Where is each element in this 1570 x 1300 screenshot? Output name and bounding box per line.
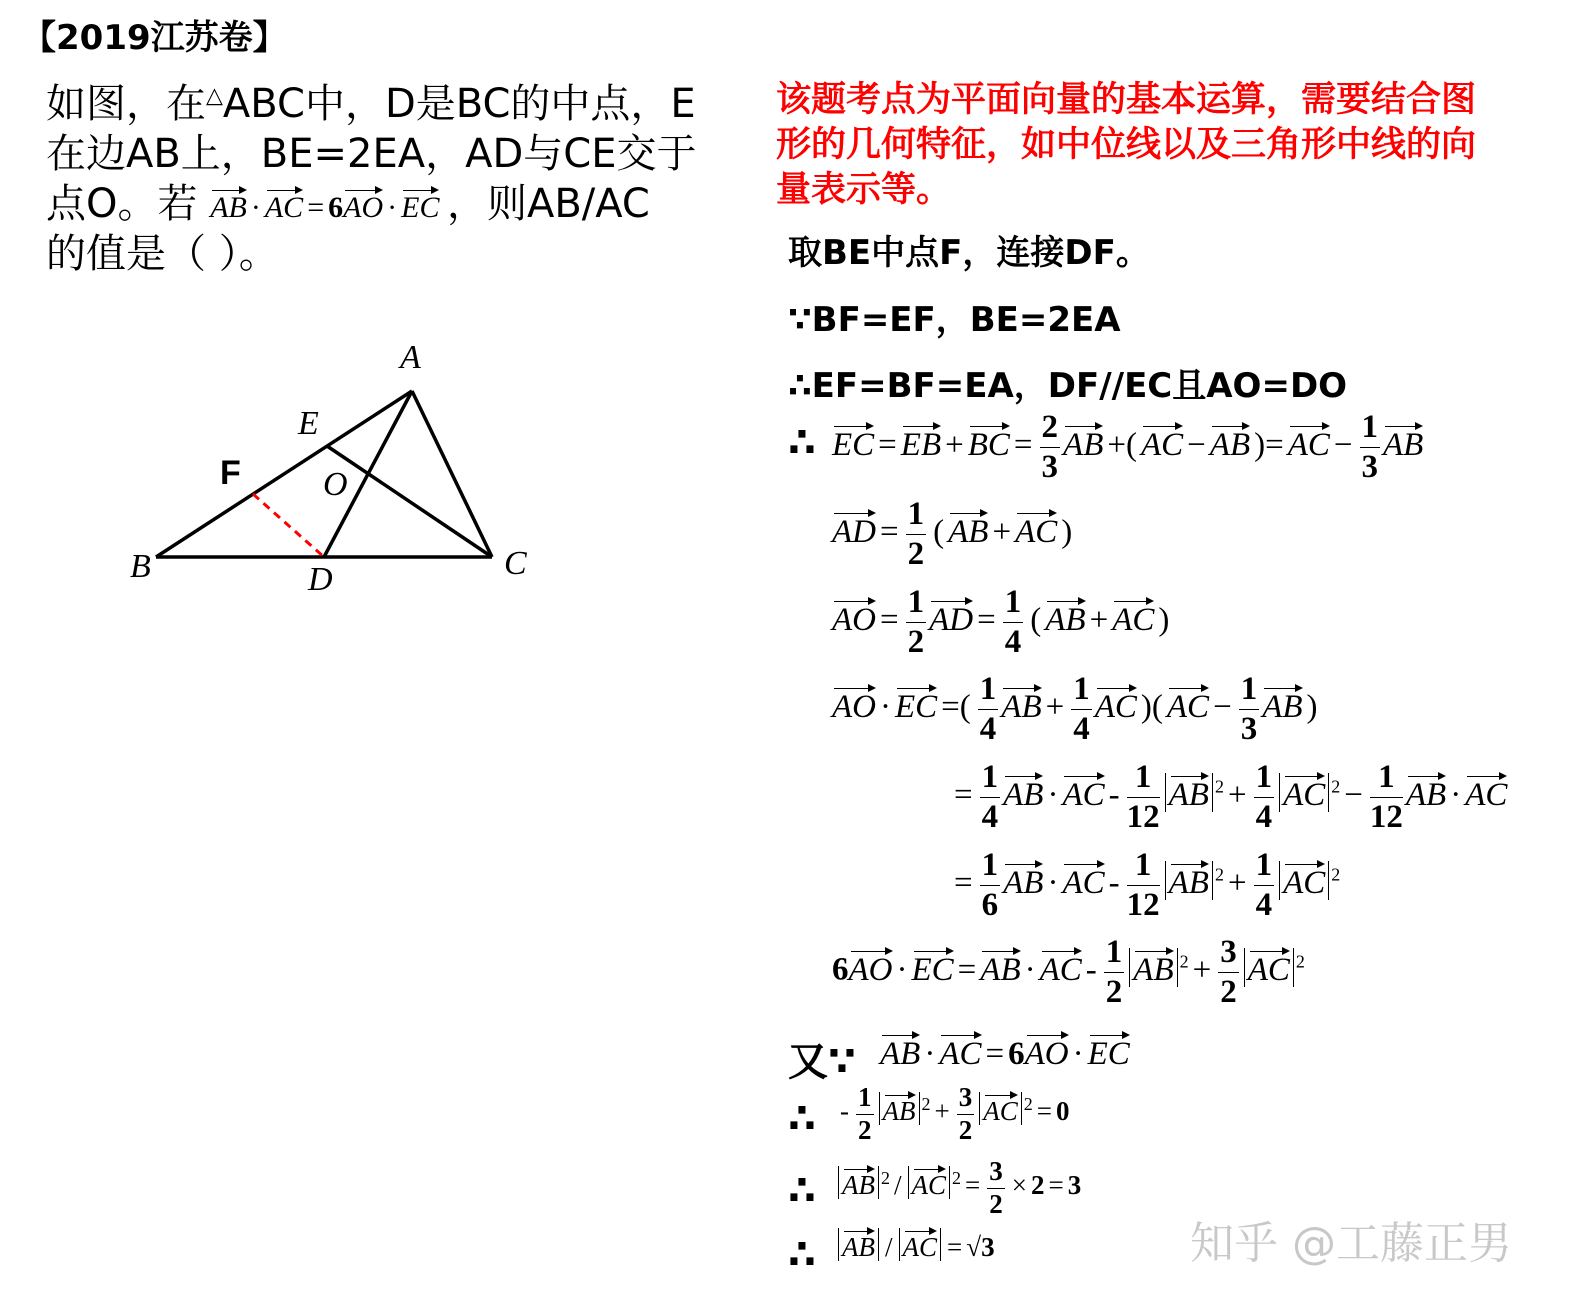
- condition-formula: AB · AC = 6AO · EC: [210, 191, 447, 224]
- dashed-segment-df: [253, 494, 324, 557]
- label-f: F: [220, 454, 241, 492]
- label-o: O: [323, 466, 348, 503]
- label-a: A: [400, 339, 421, 376]
- analysis-note-line-2: 形的几何特征，如中位线以及三角形中线的向: [776, 125, 1477, 165]
- problem-text: ，则AB/AC: [446, 181, 650, 227]
- solution-step-3: [788, 358, 1347, 407]
- step-text: BF=EF，BE=2EA: [811, 300, 1121, 340]
- label-d: D: [308, 561, 333, 598]
- equation-expand-1: = $\frac{1}{4}$ AB · AC - $\frac{1}{12}$ AB $^2$ + $\frac{1}{4}$ AC $^2$ − $\frac{1}{12}$ AB · AC: [954, 759, 1508, 835]
- triangle-symbol: △: [206, 83, 223, 109]
- equation-ratio-squared: AB $^2$ / AC $^2$ = $\frac{3}{2}$ × 2 = 3: [836, 1158, 1081, 1218]
- equation-given-condition: AB · AC = 6AO · EC: [880, 1032, 1130, 1071]
- side-ab: [156, 391, 412, 557]
- problem-line-1: [46, 81, 696, 127]
- therefore-symbol: ∴: [788, 366, 812, 406]
- problem-text: 点O。若: [46, 181, 198, 227]
- equation-ad: AD = $\frac{1}{2}$ ( AB + AC ): [832, 496, 1073, 572]
- analysis-note-line-3: 量表示等。: [776, 170, 952, 210]
- therefore-symbol: ∴: [788, 1168, 816, 1214]
- equation-ec: EC = EB + BC = $\frac{2}{3}$ AB +( AC − AB )= AC − $\frac{1}{3}$ AB: [832, 409, 1424, 485]
- problem-line-4: 的值是（ ）。: [46, 231, 279, 277]
- problem-text: 如图，在: [46, 81, 206, 127]
- triangle-figure: [120, 330, 540, 600]
- step-text: EF=BF=EA，DF//EC且AO=DO: [811, 366, 1348, 406]
- equation-ao-dot-ec: AO · EC =( $\frac{1}{4}$ AB + $\frac{1}{4}$ AC )( AC − $\frac{1}{3}$ AB ): [832, 671, 1318, 747]
- problem-text: ABC中，D是BC的中点，E: [222, 81, 696, 127]
- problem-line-3: [46, 181, 650, 227]
- equation-zero: - $\frac{1}{2}$ AB $^2$ + $\frac{3}{2}$ AC $^2$ = 0: [840, 1082, 1070, 1145]
- equation-ratio-final: AB / AC = √3: [836, 1228, 995, 1261]
- equation-ao: AO = $\frac{1}{2}$ AD = $\frac{1}{4}$ ( AB + AC ): [832, 584, 1170, 660]
- therefore-symbol: ∴: [788, 1096, 816, 1142]
- solution-step-1: 取BE中点F，连接DF。: [788, 233, 1150, 273]
- solution-step-2: [788, 292, 1121, 341]
- label-e: E: [298, 405, 319, 442]
- exam-source-tag: 【2019江苏卷】: [22, 18, 287, 58]
- analysis-note-line-1: 该题考点为平面向量的基本运算，需要结合图: [776, 80, 1477, 120]
- equation-expand-2: = $\frac{1}{6}$ AB · AC - $\frac{1}{12}$ AB $^2$ + $\frac{1}{4}$ AC $^2$: [954, 847, 1341, 923]
- problem-line-2: 在边AB上，BE=2EA，AD与CE交于: [46, 131, 697, 177]
- label-c: C: [504, 545, 527, 582]
- because-symbol: ∵: [788, 300, 812, 340]
- watermark: 知乎 @工藤正男: [1190, 1218, 1512, 1269]
- therefore-symbol: ∴: [788, 420, 816, 466]
- equation-six-ao-ec: 6AO · EC = AB · AC - $\frac{1}{2}$ AB $^2$ + $\frac{3}{2}$ AC $^2$: [832, 934, 1305, 1010]
- therefore-symbol: ∴: [788, 1232, 816, 1278]
- because-again-label: 又∵: [788, 1039, 856, 1085]
- label-b: B: [130, 548, 151, 585]
